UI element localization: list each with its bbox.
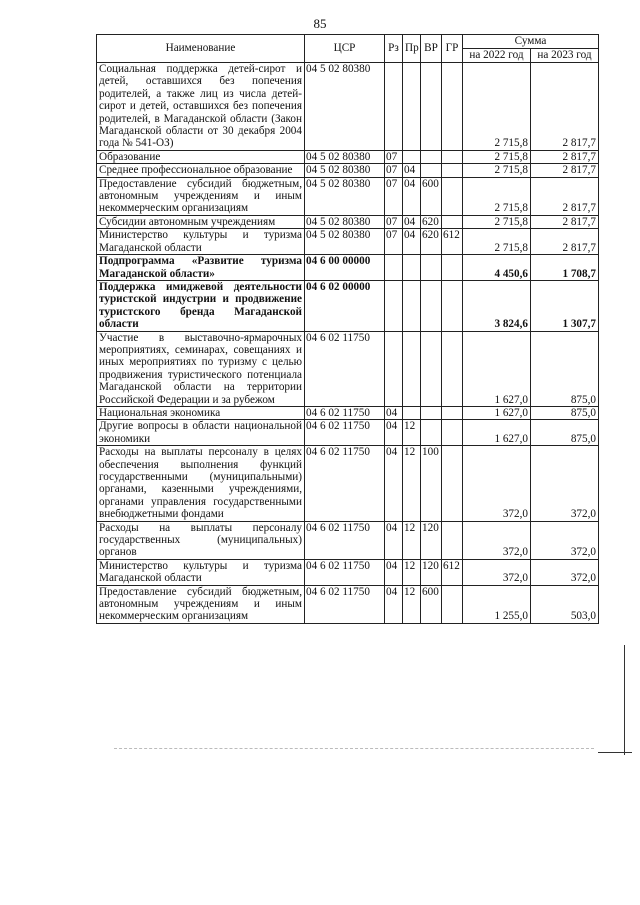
- header-year-2023: на 2023 год: [531, 49, 599, 63]
- row-name: Поддержка имиджевой деятельности туристской индустрии и продвижение туристского бренда Магаданской области: [97, 280, 305, 331]
- row-gr: [442, 406, 463, 419]
- row-vr: [421, 331, 442, 406]
- row-sum-2023: 2 817,7: [531, 215, 599, 228]
- row-pr: [403, 280, 421, 331]
- row-csr: 04 6 02 11750: [305, 420, 385, 446]
- row-csr: 04 6 02 11750: [305, 331, 385, 406]
- row-sum-2023: 2 817,7: [531, 63, 599, 151]
- header-gr: ГР: [442, 35, 463, 63]
- row-sum-2022: 2 715,8: [463, 164, 531, 177]
- row-pr: [403, 63, 421, 151]
- row-name: Национальная экономика: [97, 406, 305, 419]
- row-sum-2023: 2 817,7: [531, 229, 599, 255]
- table-row: [97, 229, 599, 255]
- row-gr: [442, 521, 463, 559]
- table-row: [97, 420, 599, 446]
- row-name: Социальная поддержка детей-сирот и детей, оставшихся без попечения родителей, а также лиц из числа детей-сирот и детей, оставшихся без попечения родителей, в Магаданской области (Закон Магаданской области от 30 декабря 2004 года № 541-ОЗ): [97, 63, 305, 151]
- row-rz: 04: [385, 559, 403, 585]
- row-rz: [385, 63, 403, 151]
- row-csr: 04 6 02 11750: [305, 446, 385, 521]
- row-sum-2022: 2 715,8: [463, 150, 531, 163]
- row-vr: [421, 150, 442, 163]
- row-pr: 12: [403, 521, 421, 559]
- table-row: [97, 585, 599, 623]
- row-sum-2022: 1 627,0: [463, 420, 531, 446]
- row-pr: 12: [403, 559, 421, 585]
- row-gr: [442, 215, 463, 228]
- row-pr: 12: [403, 420, 421, 446]
- row-sum-2023: 2 817,7: [531, 164, 599, 177]
- row-name: Расходы на выплаты персоналу в целях обеспечения выполнения функций государственными (муниципальными) органами, казенными учреждениями, органами управления государственными внебюджетными фондами: [97, 446, 305, 521]
- row-name: Другие вопросы в области национальной экономики: [97, 420, 305, 446]
- table-row: [97, 63, 599, 151]
- budget-table: [96, 34, 599, 624]
- row-pr: [403, 255, 421, 281]
- row-gr: [442, 585, 463, 623]
- row-pr: 12: [403, 446, 421, 521]
- row-vr: 100: [421, 446, 442, 521]
- row-sum-2022: 1 627,0: [463, 331, 531, 406]
- table-body: [97, 63, 599, 624]
- row-gr: [442, 255, 463, 281]
- row-sum-2023: 875,0: [531, 420, 599, 446]
- row-csr: 04 6 02 11750: [305, 585, 385, 623]
- row-csr: 04 5 02 80380: [305, 229, 385, 255]
- row-pr: 04: [403, 164, 421, 177]
- row-csr: 04 6 02 11750: [305, 406, 385, 419]
- row-name: Подпрограмма «Развитие туризма Магаданской области»: [97, 255, 305, 281]
- row-csr: 04 5 02 80380: [305, 63, 385, 151]
- row-rz: 04: [385, 446, 403, 521]
- row-gr: [442, 177, 463, 215]
- row-pr: [403, 150, 421, 163]
- row-csr: 04 5 02 80380: [305, 177, 385, 215]
- row-rz: 07: [385, 150, 403, 163]
- row-rz: 04: [385, 406, 403, 419]
- header-rz: Рз: [385, 35, 403, 63]
- row-gr: [442, 63, 463, 151]
- table-row: [97, 406, 599, 419]
- table-row: [97, 280, 599, 331]
- row-vr: 600: [421, 177, 442, 215]
- row-rz: 07: [385, 164, 403, 177]
- row-name: Министерство культуры и туризма Магаданской области: [97, 229, 305, 255]
- row-sum-2023: 372,0: [531, 521, 599, 559]
- row-pr: 04: [403, 229, 421, 255]
- row-name: Предоставление субсидий бюджетным, автономным учреждениям и иным некоммерческим организациям: [97, 585, 305, 623]
- table-row: [97, 446, 599, 521]
- row-sum-2023: 372,0: [531, 559, 599, 585]
- header-csr: ЦСР: [305, 35, 385, 63]
- row-sum-2023: 875,0: [531, 406, 599, 419]
- row-csr: 04 6 02 00000: [305, 280, 385, 331]
- row-rz: 07: [385, 215, 403, 228]
- row-vr: [421, 420, 442, 446]
- table-row: [97, 215, 599, 228]
- row-pr: 04: [403, 215, 421, 228]
- row-name: Участие в выставочно-ярмарочных мероприятиях, семинарах, совещаниях и иных мероприятиях по туризму с целью продвижения туристического потенциала Магаданской области на территории Российской Федерации и за рубежом: [97, 331, 305, 406]
- table-header-row: [97, 35, 599, 49]
- row-name: Среднее профессиональное образование: [97, 164, 305, 177]
- row-vr: [421, 255, 442, 281]
- row-rz: [385, 255, 403, 281]
- row-sum-2022: 3 824,6: [463, 280, 531, 331]
- row-gr: [442, 150, 463, 163]
- row-sum-2022: 4 450,6: [463, 255, 531, 281]
- row-gr: [442, 446, 463, 521]
- row-vr: 120: [421, 559, 442, 585]
- footer-divider: [114, 748, 594, 749]
- row-gr: [442, 331, 463, 406]
- row-gr: [442, 280, 463, 331]
- row-csr: 04 5 02 80380: [305, 164, 385, 177]
- row-sum-2022: 1 627,0: [463, 406, 531, 419]
- row-sum-2023: 1 307,7: [531, 280, 599, 331]
- row-sum-2023: 2 817,7: [531, 177, 599, 215]
- row-rz: 07: [385, 177, 403, 215]
- table-row: [97, 177, 599, 215]
- row-sum-2022: 372,0: [463, 521, 531, 559]
- row-gr: [442, 164, 463, 177]
- row-sum-2023: 875,0: [531, 331, 599, 406]
- row-name: Образование: [97, 150, 305, 163]
- row-pr: 04: [403, 177, 421, 215]
- table-row: [97, 150, 599, 163]
- row-vr: [421, 164, 442, 177]
- row-pr: [403, 406, 421, 419]
- row-name: Министерство культуры и туризма Магаданской области: [97, 559, 305, 585]
- row-vr: 620: [421, 229, 442, 255]
- row-name: Расходы на выплаты персоналу государственных (муниципальных) органов: [97, 521, 305, 559]
- row-rz: 04: [385, 585, 403, 623]
- row-pr: [403, 331, 421, 406]
- row-rz: 04: [385, 420, 403, 446]
- table-row: [97, 164, 599, 177]
- row-vr: 600: [421, 585, 442, 623]
- margin-tick: [598, 752, 632, 753]
- row-sum-2022: 372,0: [463, 446, 531, 521]
- header-sum: Сумма: [463, 35, 599, 49]
- row-gr: 612: [442, 559, 463, 585]
- row-vr: [421, 406, 442, 419]
- row-vr: 120: [421, 521, 442, 559]
- row-sum-2022: 2 715,8: [463, 63, 531, 151]
- header-year-2022: на 2022 год: [463, 49, 531, 63]
- table-row: [97, 521, 599, 559]
- row-sum-2023: 1 708,7: [531, 255, 599, 281]
- row-sum-2023: 372,0: [531, 446, 599, 521]
- row-rz: 07: [385, 229, 403, 255]
- row-csr: 04 6 02 11750: [305, 521, 385, 559]
- page-number: 85: [313, 16, 327, 31]
- margin-line: [624, 645, 625, 755]
- row-csr: 04 6 00 00000: [305, 255, 385, 281]
- row-pr: 12: [403, 585, 421, 623]
- row-vr: [421, 280, 442, 331]
- row-sum-2023: 503,0: [531, 585, 599, 623]
- table-row: [97, 255, 599, 281]
- row-sum-2023: 2 817,7: [531, 150, 599, 163]
- row-csr: 04 6 02 11750: [305, 559, 385, 585]
- row-csr: 04 5 02 80380: [305, 215, 385, 228]
- row-sum-2022: 2 715,8: [463, 177, 531, 215]
- row-vr: 620: [421, 215, 442, 228]
- row-sum-2022: 1 255,0: [463, 585, 531, 623]
- row-rz: 04: [385, 521, 403, 559]
- row-name: Предоставление субсидий бюджетным, автономным учреждениям и иным некоммерческим организациям: [97, 177, 305, 215]
- row-sum-2022: 2 715,8: [463, 215, 531, 228]
- header-vr: ВР: [421, 35, 442, 63]
- row-gr: [442, 420, 463, 446]
- header-pr: Пр: [403, 35, 421, 63]
- row-sum-2022: 372,0: [463, 559, 531, 585]
- row-csr: 04 5 02 80380: [305, 150, 385, 163]
- row-rz: [385, 280, 403, 331]
- row-vr: [421, 63, 442, 151]
- row-sum-2022: 2 715,8: [463, 229, 531, 255]
- row-rz: [385, 331, 403, 406]
- table-row: [97, 331, 599, 406]
- row-gr: 612: [442, 229, 463, 255]
- header-name: Наименование: [97, 35, 305, 63]
- row-name: Субсидии автономным учреждениям: [97, 215, 305, 228]
- table-row: [97, 559, 599, 585]
